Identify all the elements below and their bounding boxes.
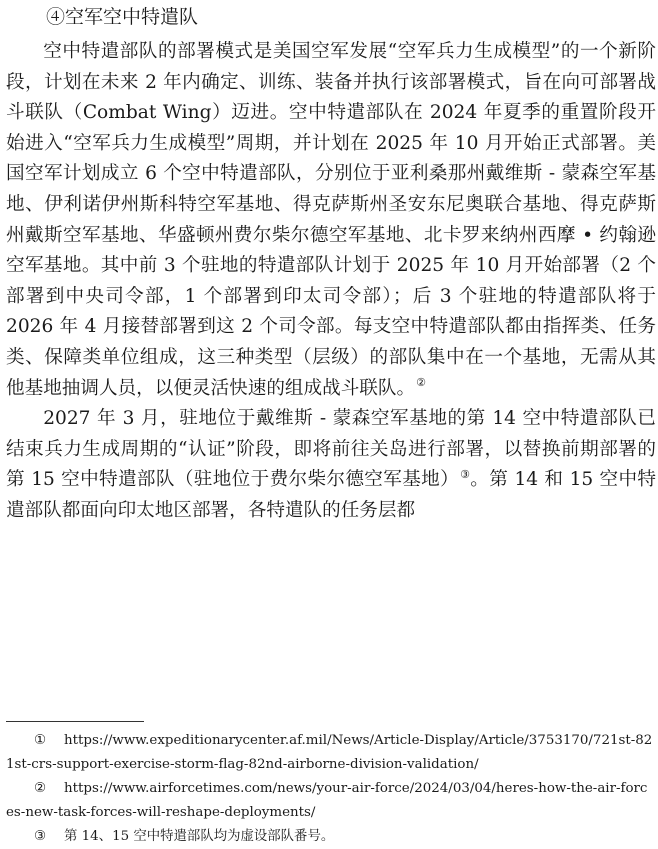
section-heading: ④空军空中特遣队 [46, 6, 199, 28]
paragraph-2 [6, 404, 656, 526]
footnote-2-link[interactable]: https://www.airforcetimes.com/news/your-air-force/2024/03/04/heres-how-the-air-forces-new-task-forces-will-reshape-deployments/ [6, 781, 648, 820]
footnote-3 [6, 825, 654, 849]
footnotes [6, 729, 654, 849]
footnote-separator [6, 721, 144, 722]
footnote-1-link[interactable]: https://www.expeditionarycenter.af.mil/News/Article-Display/Article/3753170/721st-821st-crs-support-exercise-storm-flag-82nd-airborne-division-validation/ [6, 733, 653, 772]
paragraph-2-text: 2027 年 3 月，驻地位于戴维斯 - 蒙森空军基地的第 14 空中特遣部队已结束兵力生成周期的“认证”阶段，即将前往关岛进行部署，以替换前期部署的第 15 空中特遣部队（驻地位于费尔柴尔德空军基地） [6, 408, 656, 491]
paragraph-1 [6, 37, 656, 404]
body-text [6, 37, 656, 527]
footnote-1 [6, 729, 654, 777]
paragraph-2-continuation: 。第 14 和 15 空中特遣部队都面向印太地区部署，各特遣队的任务层都 [6, 469, 656, 521]
footnote-ref-2[interactable]: ② [416, 376, 426, 390]
footnote-2 [6, 777, 654, 825]
footnote-1-mark: ① [34, 733, 47, 748]
paragraph-1-text: 空中特遣部队的部署模式是美国空军发展“空军兵力生成模型”的一个新阶段，计划在未来 2 年内确定、训练、装备并执行该部署模式，旨在向可部署战斗联队（Combat Wing）迈进。空中特遣部队在 2024 年夏季的重置阶段开始进入“空军兵力生成模型”周期，并计划在 2025 年 10 月开始正式部署。美国空军计划成立 6 个空中特遣部队，分别位于亚利桑那州戴维斯 - 蒙森空军基地、伊利诺伊州斯科特空军基地、得克萨斯州圣安东尼奥联合基地、得克萨斯州戴斯空军基地、华盛顿州费尔柴尔德空军基地、北卡罗来纳州西摩 • 约翰逊空军基地。其中前 3 个驻地的特遣部队计划于 2025 年 10 月开始部署（2 个部署到中央司令部，1 个部署到印太司令部）；后 3 个驻地的特遣部队将于 2026 年 4 月接替部署到这 2 个司令部。每支空中特遣部队都由指挥类、任务类、保障类单位组成，这三种类型（层级）的部队集中在一个基地，无需从其他基地抽调人员，以便灵活快速的组成战斗联队。 [6, 41, 656, 399]
footnote-2-mark: ② [34, 781, 47, 796]
footnote-3-text: 第 14、15 空中特遣部队均为虚设部队番号。 [64, 829, 335, 844]
footnote-ref-3[interactable]: ③ [460, 468, 471, 482]
footnote-3-mark: ③ [34, 829, 47, 844]
